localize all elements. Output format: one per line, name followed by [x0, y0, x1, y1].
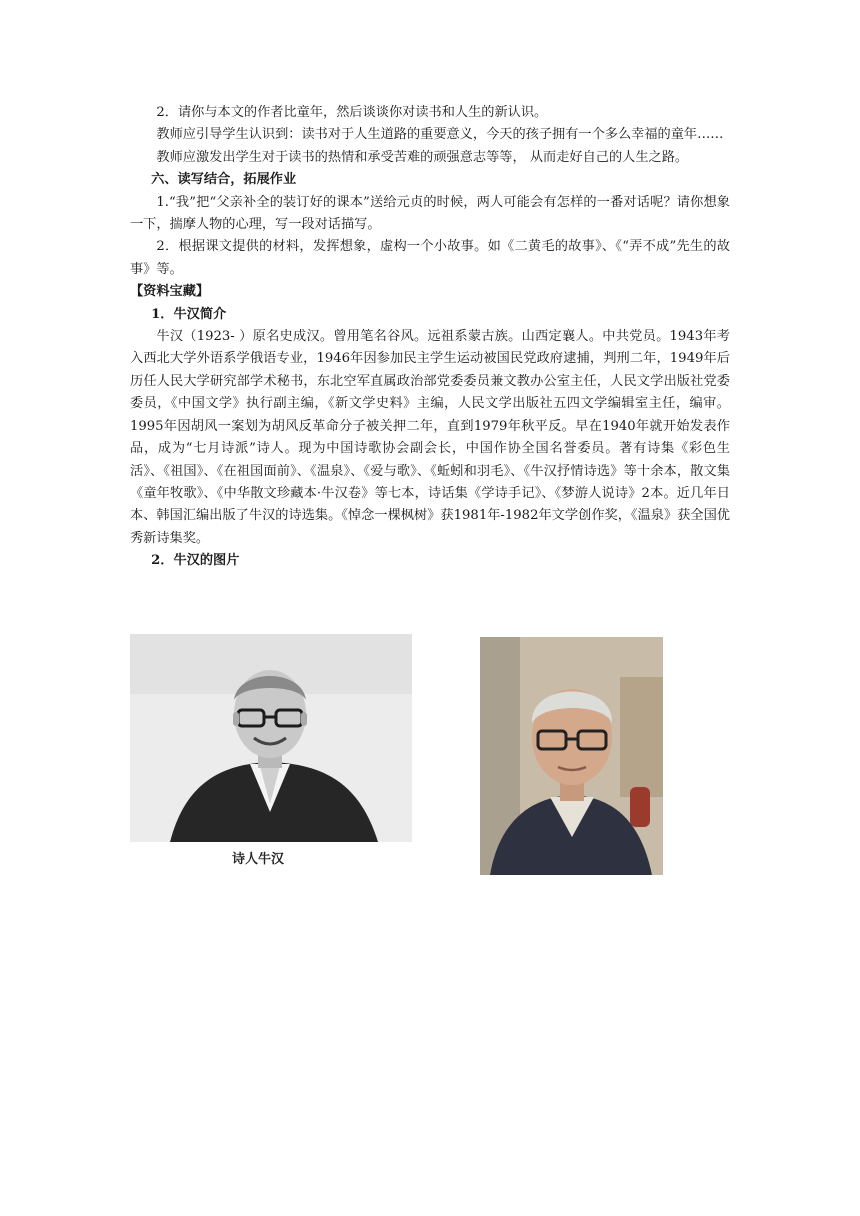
question-2-reflection: 2．请你与本文的作者比童年，然后谈谈你对读书和人生的新认识。	[156, 105, 548, 120]
photo-caption: 诗人牛汉	[232, 852, 285, 867]
portrait-photo-color	[480, 637, 663, 875]
portrait-bw-illustration	[130, 634, 412, 842]
assignment-1: 1.“我”把“父亲补全的装订好的课本”送给元贞的时候，两人可能会有怎样的一番对话呢？请你想象一下，揣摩人物的心理，写一段对话描写。	[130, 194, 730, 233]
subheading-pictures: 2．牛汉的图片	[151, 553, 240, 569]
teacher-guidance-2: 教师应激发出学生对于读书的热情和承受苦难的顽强意志等等， 从而走好自己的人生之路。	[156, 149, 689, 165]
section-heading-resources: 【资料宝藏】	[130, 284, 210, 300]
portrait-color-illustration	[480, 637, 663, 875]
section-heading-reading-writing: 六、读写结合，拓展作业	[151, 172, 297, 188]
assignment-2: 2．根据课文提供的材料，发挥想象，虚构一个小故事。如《二黄毛的故事》、《“弄不成”先生的故事》等。	[130, 239, 730, 277]
subheading-biography: 1．牛汉简介	[151, 306, 227, 322]
biography-paragraph: 牛汉（1923- ）原名史成汉。曾用笔名谷风。远祖系蒙古族。山西定襄人。中共党员。1943年考入西北大学外语系学俄语专业，1946年因参加民主学生运动被国民党政府逮捕，判刑二年，1949年后历任人民大学研究部学术秘书，东北空军直属政治部党委委员兼文教办公室主任，人民文学出版社党委委员，《中国文学》执行副主编，《新文学史料》主编，人民文学出版社五四文学编辑室主任，编审。1995年因胡风一案划为胡风反革命分子被关押二年，直到1979年秋平反。早在1940年就开始发表作品，成为“七月诗派”诗人。现为中国诗歌协会副会长，中国作协全国名誉委员。著有诗集《彩色生活》、《祖国》、《在祖国面前》、《温泉》、《爱与歌》、《蚯蚓和羽毛》、《牛汉抒情诗选》等十余本，散文集《童年牧歌》、《中华散文珍藏本·牛汉卷》等七本，诗话集《学诗手记》、《梦游人说诗》2本。近几年日本、韩国汇编出版了牛汉的诗选集。《悼念一棵枫树》获1981年-1982年文学创作奖，《温泉》获全国优秀新诗集奖。	[130, 329, 730, 546]
document-body	[130, 102, 730, 573]
teacher-guidance-1: 教师应引导学生认识到：读书对于人生道路的重要意义，今天的孩子拥有一个多么幸福的童年……	[156, 127, 724, 143]
portrait-photo-bw	[130, 634, 412, 842]
